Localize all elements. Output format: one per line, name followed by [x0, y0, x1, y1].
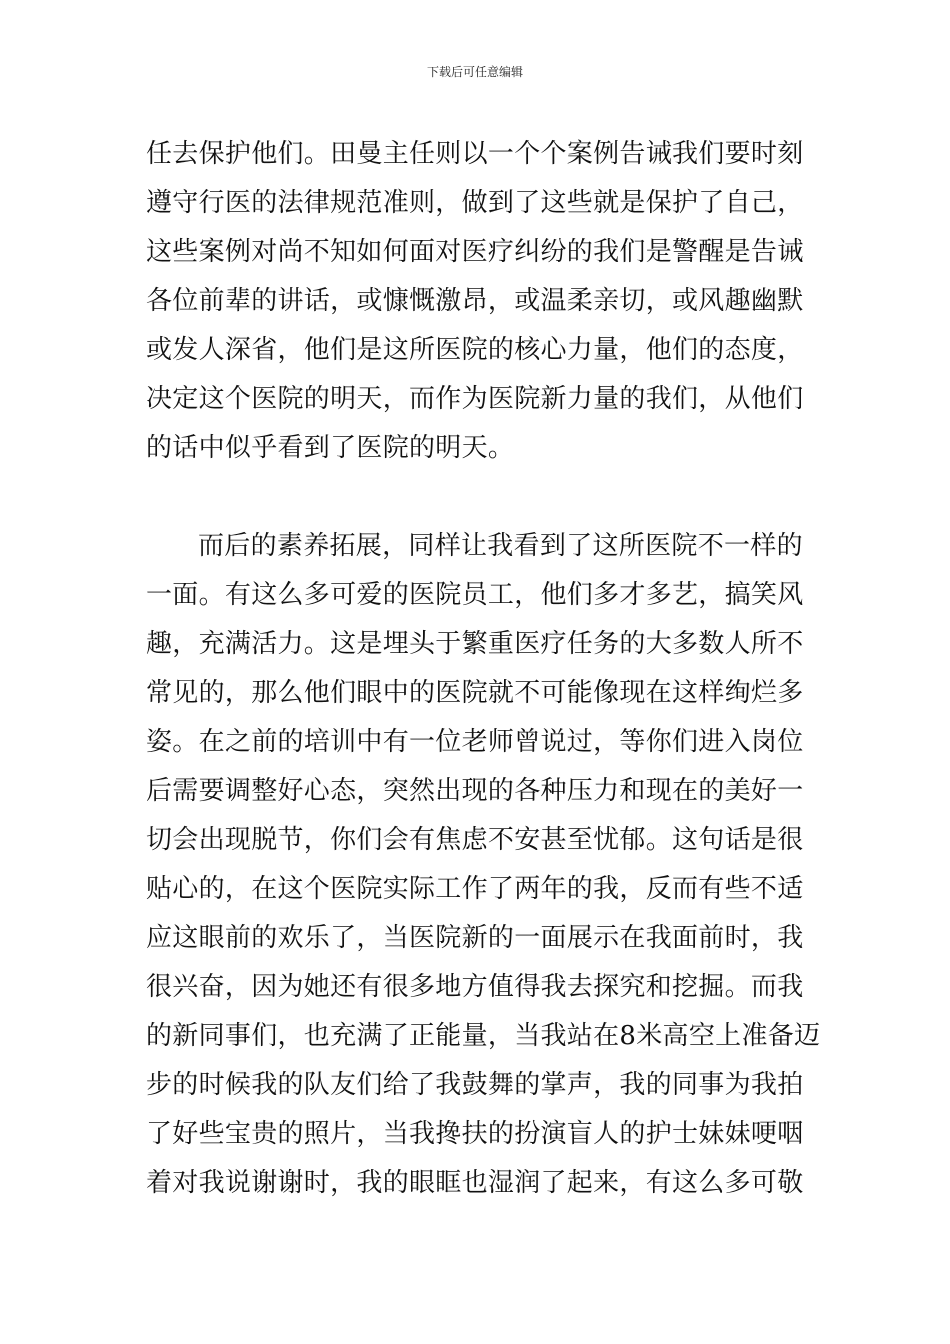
text-line: 常见的，那么他们眼中的医院就不可能像现在这样绚烂多	[146, 678, 804, 708]
paragraph-1	[146, 130, 808, 473]
text-line: 贴心的，在这个医院实际工作了两年的我，反而有些不适	[146, 874, 804, 904]
text-line: 步的时候我的队友们给了我鼓舞的掌声，我的同事为我拍	[146, 1070, 804, 1100]
text-line: 着对我说谢谢时，我的眼眶也湿润了起来，有这么多可敬	[146, 1168, 804, 1198]
text-line: 各位前辈的讲话，或慷慨激昂，或温柔亲切，或风趣幽默	[146, 286, 804, 316]
text-line: 一面。有这么多可爱的医院员工，他们多才多艺，搞笑风	[146, 580, 804, 610]
text-line: 应这眼前的欢乐了，当医院新的一面展示在我面前时，我	[146, 923, 804, 953]
text-line: 了好些宝贵的照片，当我搀扶的扮演盲人的护士妹妹哽咽	[146, 1119, 804, 1149]
text-line: 决定这个医院的明天，而作为医院新力量的我们，从他们	[146, 384, 804, 414]
text-line: 很兴奋，因为她还有很多地方值得我去探究和挖掘。而我	[146, 972, 804, 1002]
text-line: 趣，充满活力。这是埋头于繁重医疗任务的大多数人所不	[146, 629, 804, 659]
paragraph-2	[146, 522, 821, 1208]
text-line: 或发人深省，他们是这所医院的核心力量，他们的态度，	[146, 335, 804, 365]
text-line: 的话中似乎看到了医院的明天。	[146, 433, 515, 463]
text-line: 遵守行医的法律规范准则，做到了这些就是保护了自己，	[146, 188, 804, 218]
text-line: 姿。在之前的培训中有一位老师曾说过，等你们进入岗位	[146, 727, 804, 757]
text-line: 这些案例对尚不知如何面对医疗纠纷的我们是警醒是告诫	[146, 237, 804, 267]
text-line: 的新同事们，也充满了正能量，当我站在8米高空上准备迈	[146, 1021, 821, 1051]
text-line: 而后的素养拓展，同样让我看到了这所医院不一样的	[198, 531, 803, 561]
text-line: 后需要调整好心态，突然出现的各种压力和现在的美好一	[146, 776, 804, 806]
text-line: 切会出现脱节，你们会有焦虑不安甚至忧郁。这句话是很	[146, 825, 804, 855]
paragraph-spacer	[146, 473, 808, 522]
page-header: 下载后可任意编辑	[426, 65, 523, 79]
text-line: 任去保护他们。田曼主任则以一个个案例告诫我们要时刻	[146, 139, 804, 169]
document-body	[146, 130, 821, 1208]
